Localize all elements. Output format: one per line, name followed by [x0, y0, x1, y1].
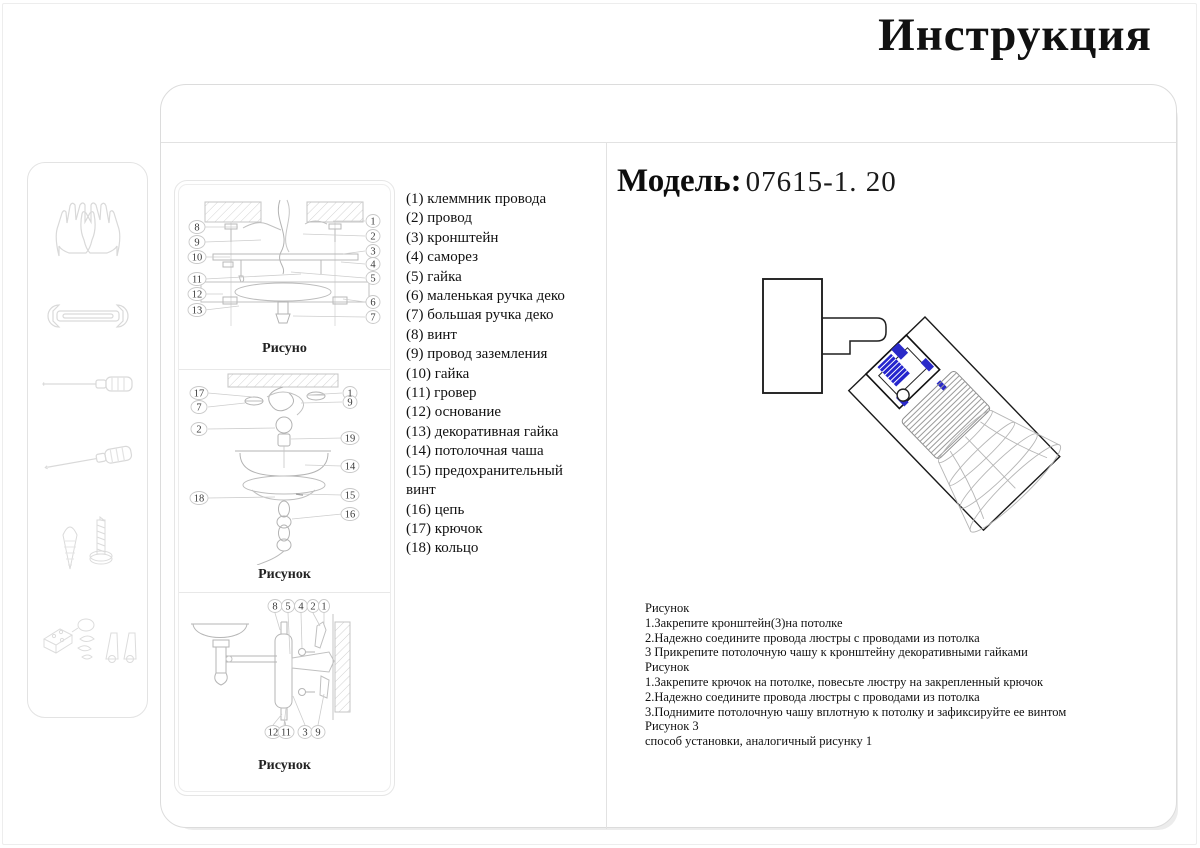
- figure2-drawing: [183, 373, 388, 565]
- fig2-callout: 18: [193, 493, 205, 505]
- figure2-label: Рисунок: [258, 567, 311, 582]
- fig2-callout: 7: [196, 402, 202, 414]
- parts-list-line: (7) большая ручка деко: [406, 307, 554, 324]
- parts-list-line: (9) провод заземления: [406, 346, 548, 363]
- figure-divider: [179, 369, 390, 370]
- figure1-label: Рисуно: [262, 341, 307, 356]
- fig1-callout: 13: [191, 305, 203, 317]
- flat-screwdriver-icon: [28, 373, 147, 395]
- parts-list-line: (15) предохранительный: [406, 462, 563, 479]
- fig3-callout: 12: [267, 727, 279, 739]
- gloves-icon: [28, 196, 147, 262]
- figure1-drawing: [183, 194, 388, 344]
- fig1-callout: 5: [370, 273, 376, 285]
- fig1-callout: 9: [194, 237, 200, 249]
- fig2-callout: 17: [193, 388, 205, 400]
- lamp-body-panel: [842, 311, 1068, 539]
- parts-list-line: (14) потолочная чаша: [406, 443, 544, 460]
- fig2-callout: 19: [344, 433, 356, 445]
- fig1-callout: 10: [191, 252, 203, 264]
- screws-icon: [28, 511, 147, 573]
- figure3-drawing: [183, 596, 388, 748]
- model-number: 07615-1. 20: [745, 166, 897, 198]
- mounting-arm: [822, 318, 886, 354]
- fig1-callout: 8: [194, 222, 200, 234]
- parts-list-line: (4) саморез: [406, 249, 478, 266]
- fig1-callout: 2: [370, 231, 376, 243]
- parts-list-line: (18) кольцо: [406, 540, 479, 557]
- installation-instructions: [645, 601, 1125, 749]
- parts-list-line: (13) декоративная гайка: [406, 423, 559, 440]
- fig1-callout: 3: [370, 246, 376, 258]
- figure-divider: [179, 592, 390, 593]
- parts-list-line: (16) цепь: [406, 501, 465, 518]
- parts-list-line: (2) провод: [406, 210, 472, 227]
- instruction-line: способ установки, аналогичный рисунку 1: [645, 734, 873, 749]
- instruction-line: Рисунок 3: [645, 719, 699, 734]
- model-label: Модель:: [617, 163, 742, 199]
- instruction-line: Рисунок: [645, 601, 690, 615]
- parts-list-line: (12) основание: [406, 404, 502, 421]
- fig2-callout: 15: [344, 490, 356, 502]
- instruction-line: 3 Прикрепите потолочную чашу к кронштейну декоративными гайками: [645, 645, 1028, 660]
- parts-list-line: (3) кронштейн: [406, 229, 499, 246]
- instruction-line: 2.Надежно соедините провода люстры с проводами из потолка: [645, 630, 980, 645]
- fig2-callout: 9: [347, 397, 353, 409]
- tools-panel: [27, 162, 148, 718]
- model-line: [617, 163, 897, 200]
- fig2-callout: 16: [344, 509, 356, 521]
- parts-list-line: (11) гровер: [406, 385, 477, 402]
- page-title: Инструкция: [878, 9, 1152, 61]
- fig1-callout: 12: [191, 289, 203, 301]
- column-divider: [606, 142, 607, 829]
- parts-list-line: (5) гайка: [406, 268, 462, 285]
- fig3-callout: 8: [272, 601, 278, 613]
- instruction-line: 1.Закрепите кронштейн(3)на потолке: [645, 615, 843, 630]
- parts-list-line: (17) крючок: [406, 520, 483, 537]
- fig1-callout: 7: [370, 312, 376, 324]
- instruction-line: 2.Надежно соедините провода люстры с проводами из потолка: [645, 689, 980, 704]
- fig3-callout: 4: [298, 601, 304, 613]
- parts-list-line: винт: [406, 482, 436, 499]
- parts-list-line: (8) винт: [406, 326, 457, 343]
- fig3-callout: 2: [310, 601, 316, 613]
- wall-plate: [763, 279, 822, 393]
- instruction-line: 3.Поднимите потолочную чашу вплотную к потолку и зафиксируйте ее винтом: [645, 704, 1067, 719]
- fig2-callout: 14: [344, 461, 356, 473]
- fig3-callout: 5: [285, 601, 291, 613]
- fig2-callout: 1: [347, 388, 353, 400]
- instruction-line: Рисунок: [645, 660, 690, 675]
- parts-list-line: (10) гайка: [406, 365, 470, 382]
- lamp-illustration: [740, 255, 1085, 565]
- figures-panel: [174, 180, 395, 796]
- fig1-callout: 6: [370, 297, 376, 309]
- fig3-callout: 9: [315, 727, 321, 739]
- fig3-callout: 3: [302, 727, 308, 739]
- fig3-callout: 11: [280, 727, 292, 739]
- parts-list-line: (6) маленькая ручка деко: [406, 288, 565, 305]
- fig1-callout: 1: [370, 216, 376, 228]
- parts-list-line: (1) клеммник провода: [406, 191, 547, 207]
- phillips-screwdriver-icon: [28, 438, 147, 474]
- wrench-icon: [28, 301, 147, 331]
- header-divider: [161, 142, 1176, 143]
- instruction-line: 1.Закрепите крючок на потолке, повесьте люстру на закрепленный крючок: [645, 674, 1044, 689]
- parts-list: [406, 190, 606, 559]
- mounting-hardware-icon: [28, 615, 147, 667]
- fig1-callout: 11: [191, 274, 203, 286]
- fig2-callout: 2: [196, 424, 202, 436]
- fig3-callout: 1: [321, 601, 327, 613]
- figure3-label: Рисунок: [258, 758, 311, 773]
- fig1-callout: 4: [370, 259, 376, 271]
